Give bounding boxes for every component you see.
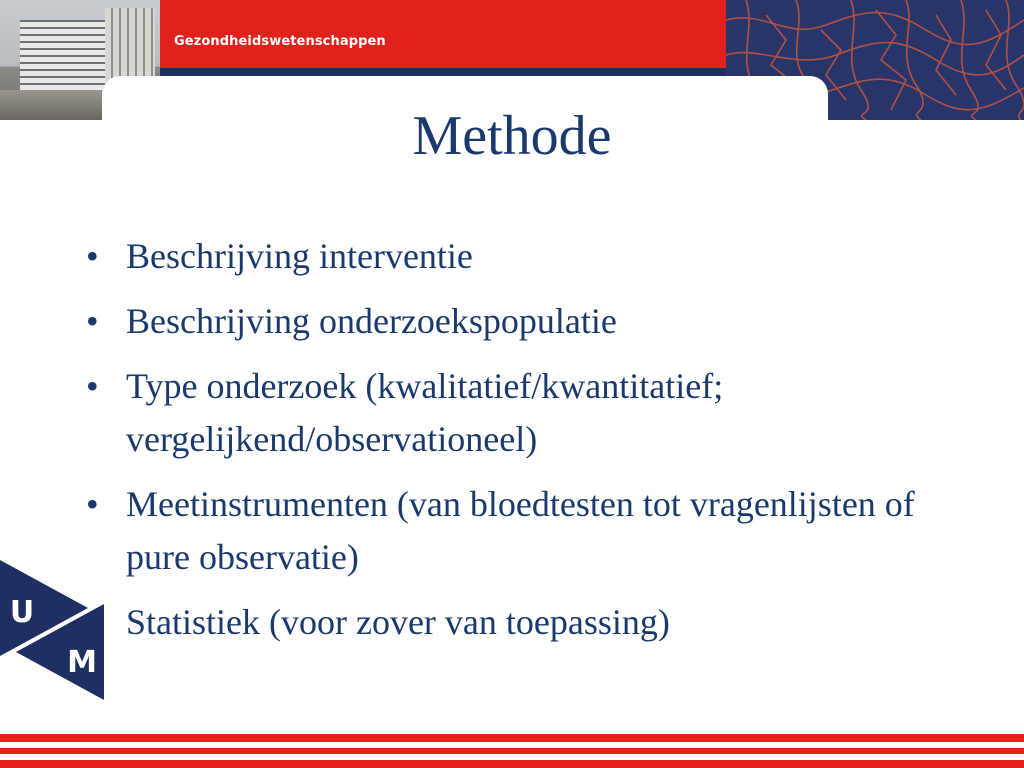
slide-title: Methode xyxy=(412,105,612,167)
bullet-text: Beschrijving onderzoekspopulatie xyxy=(126,301,617,341)
bullet-item xyxy=(86,295,926,348)
bullet-text: Meetinstrumenten (van bloedtesten tot vragenlijsten of pure observatie) xyxy=(126,484,915,577)
bullet-text: Type onderzoek (kwalitatief/kwantitatief; vergelijkend/observationeel) xyxy=(126,366,724,459)
bullet-list xyxy=(86,230,926,661)
bullet-marker: • xyxy=(86,301,99,341)
footer-stripe xyxy=(0,748,1024,754)
bullet-item xyxy=(86,478,926,584)
bullet-item xyxy=(86,596,926,649)
header-red-band xyxy=(160,0,726,68)
um-logo-letter-m: M xyxy=(67,645,97,680)
bullet-marker: • xyxy=(86,484,99,524)
bullet-item xyxy=(86,360,926,466)
faculty-label: Gezondheidswetenschappen xyxy=(174,34,386,49)
bullet-text: Beschrijving interventie xyxy=(126,236,473,276)
footer-stripe xyxy=(0,760,1024,768)
bullet-marker: • xyxy=(86,366,99,406)
bullet-text: Statistiek (voor zover van toepassing) xyxy=(126,602,670,642)
um-logo-letter-u: U xyxy=(9,595,35,630)
um-logo xyxy=(0,560,110,700)
header-navy-strip xyxy=(160,68,726,76)
footer-stripe xyxy=(0,734,1024,742)
bullet-item xyxy=(86,230,926,283)
bullet-marker: • xyxy=(86,236,99,276)
